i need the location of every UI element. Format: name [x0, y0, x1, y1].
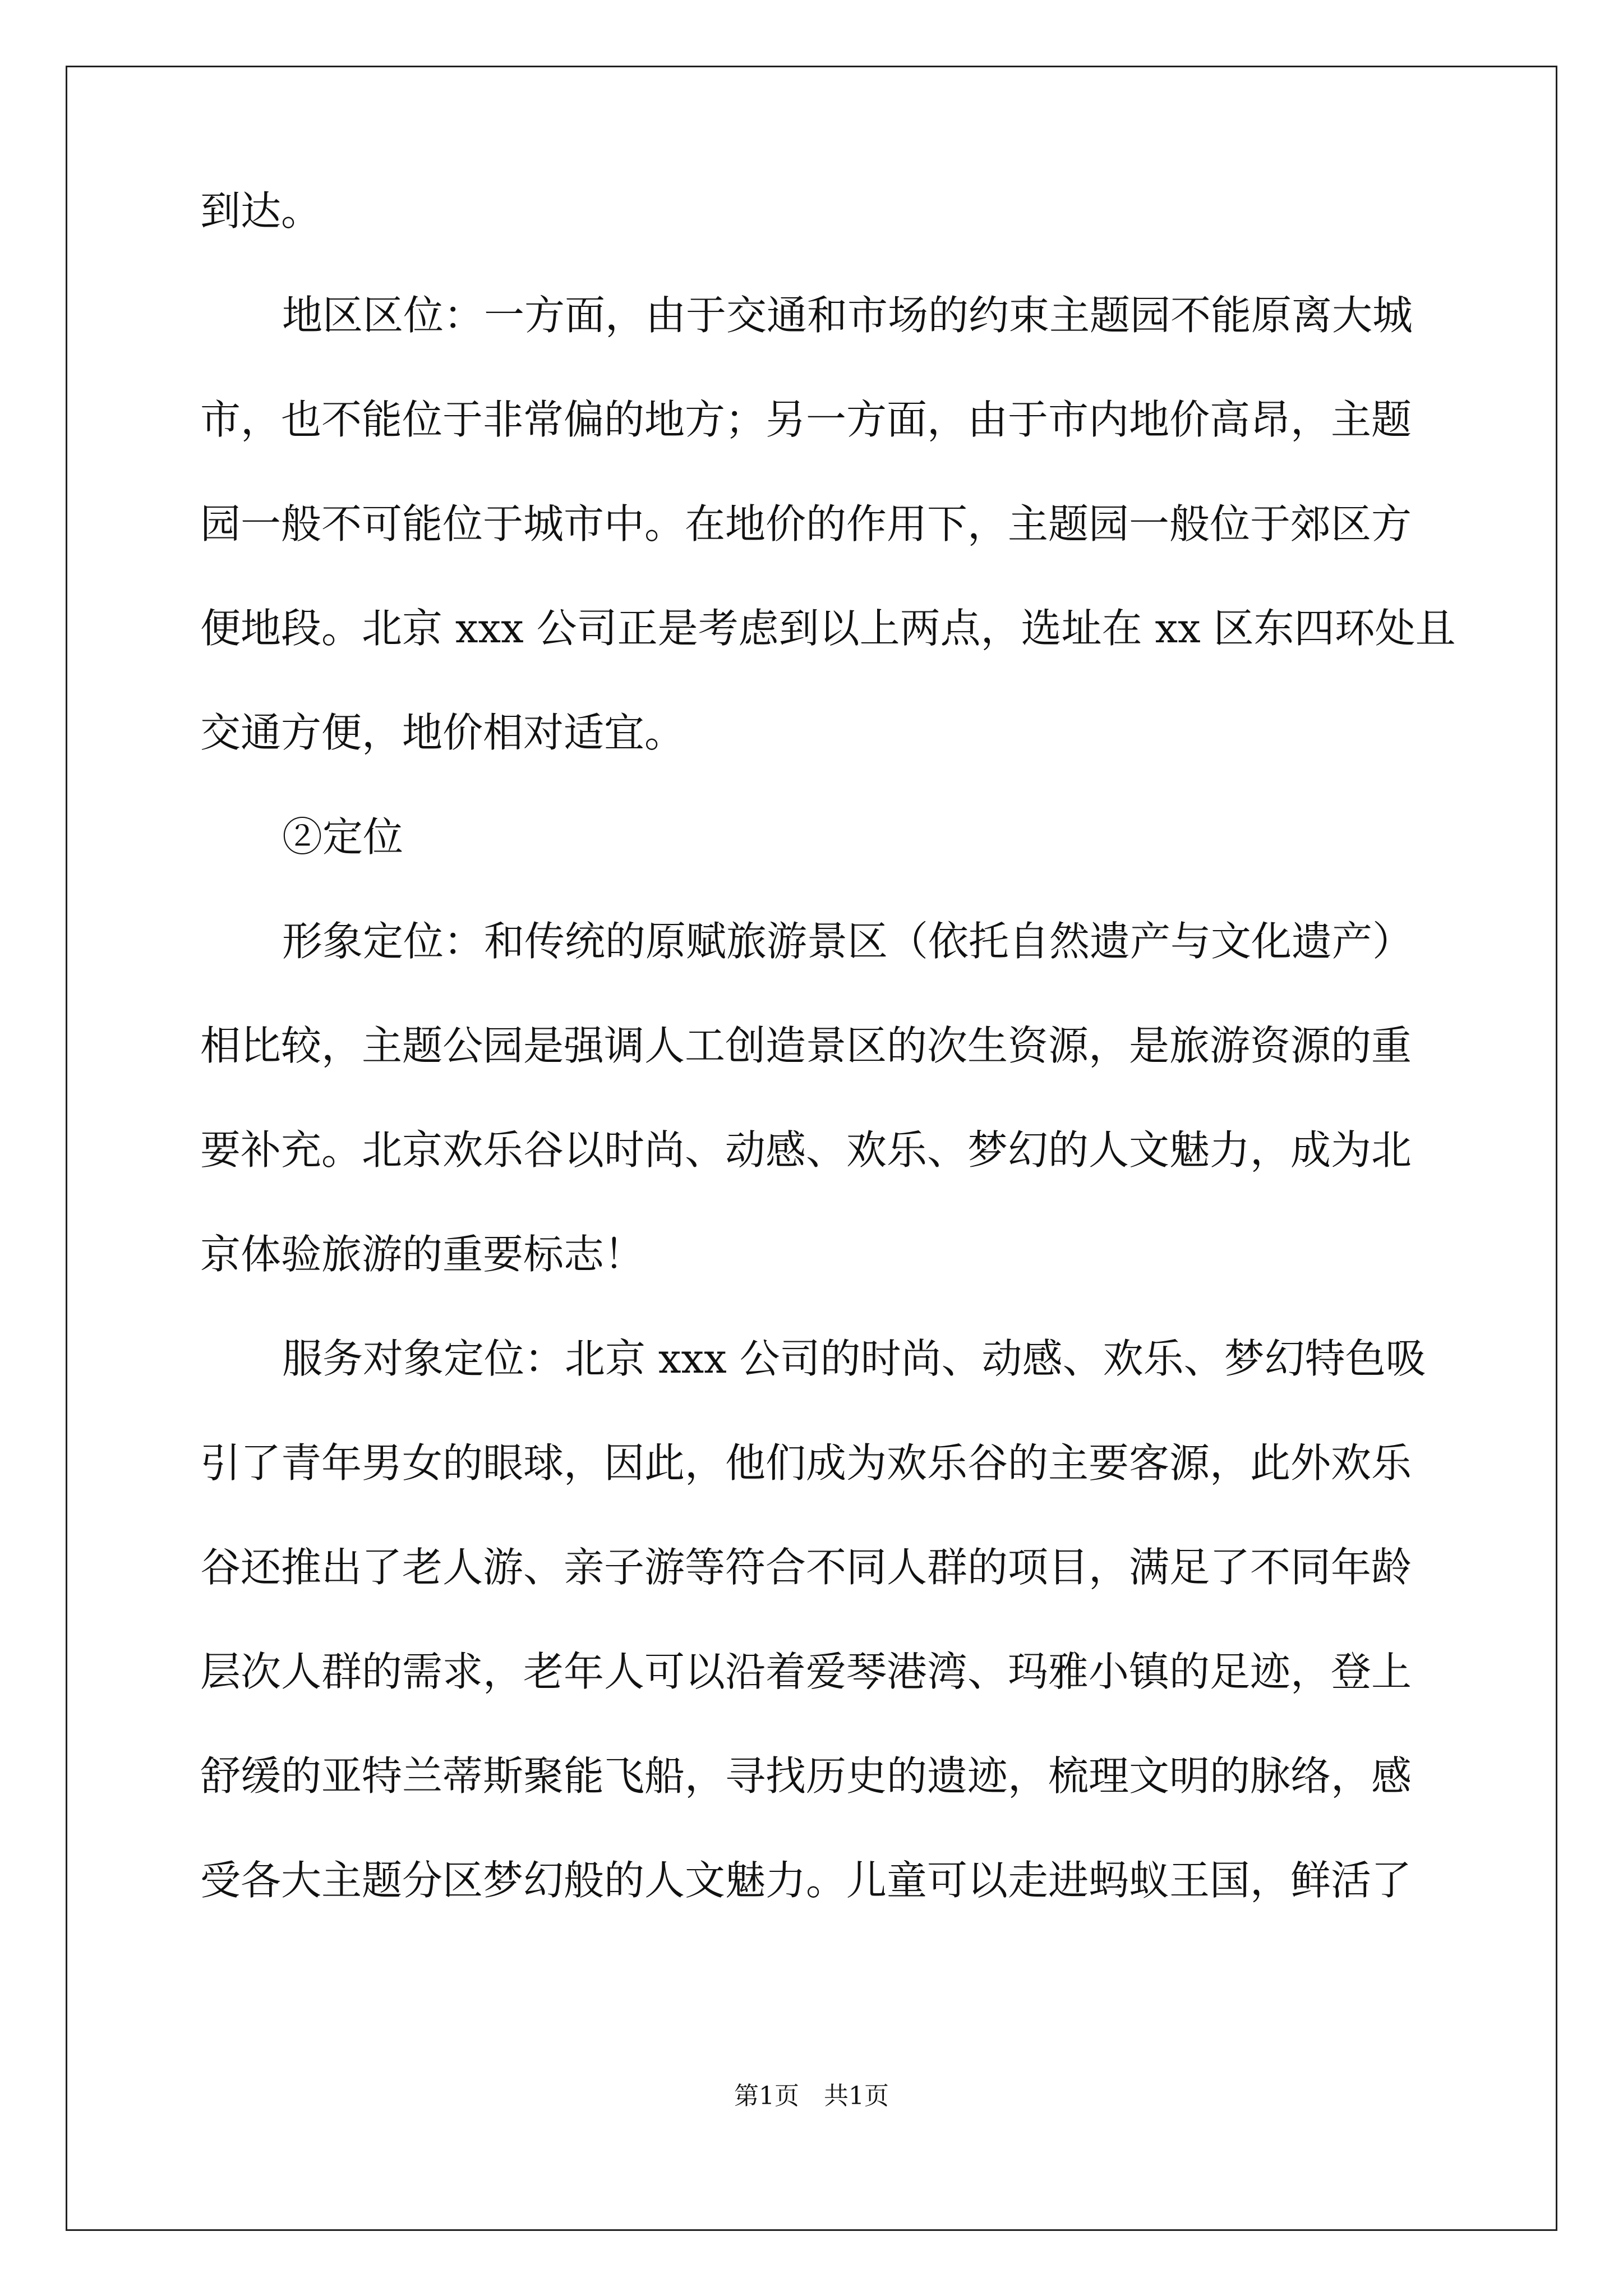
paragraph-first-line: 服务对象定位：北京 xxx 公司的时尚、动感、欢乐、梦幻特色吸 — [282, 1335, 1426, 1382]
paragraph-first-line: 形象定位：和传统的原赋旅游景区（依托自然遗产与文化遗产） — [282, 918, 1413, 965]
text-line: 要补充。北京欢乐谷以时尚、动感、欢乐、梦幻的人文魅力，成为北 — [200, 1126, 1412, 1174]
document-body — [200, 187, 1456, 1964]
text-line: 谷还推出了老人游、亲子游等符合不同人群的项目，满足了不同年龄 — [200, 1544, 1412, 1591]
text-line: 便地段。北京 xxx 公司正是考虑到以上两点，选址在 xx 区东四环处且 — [200, 605, 1456, 652]
text-line: 受各大主题分区梦幻般的人文魅力。儿童可以走进蚂蚁王国，鲜活了 — [200, 1857, 1412, 1904]
paragraph-first-line: 地区区位：一方面，由于交通和市场的约束主题园不能原离大城 — [282, 292, 1413, 339]
text-line: 京体验旅游的重要标志！ — [200, 1231, 645, 1278]
text-line: 市，也不能位于非常偏的地方；另一方面，由于市内地价高昂，主题 — [200, 396, 1412, 443]
text-line: 舒缓的亚特兰蒂斯聚能飞船，寻找历史的遗迹，梳理文明的脉络，感 — [200, 1752, 1412, 1800]
text-line: 园一般不可能位于城市中。在地价的作用下，主题园一般位于郊区方 — [200, 500, 1412, 547]
section-heading: ②定位 — [282, 813, 404, 861]
text-line: 到达。 — [200, 187, 322, 234]
text-line: 交通方便，地价相对适宜。 — [200, 709, 685, 756]
text-line: 引了青年男女的眼球，因此，他们成为欢乐谷的主要客源，此外欢乐 — [200, 1439, 1412, 1487]
text-line: 层次人群的需求，老年人可以沿着爱琴港湾、玛雅小镇的足迹，登上 — [200, 1648, 1412, 1695]
text-line: 相比较，主题公园是强调人工创造景区的次生资源，是旅游资源的重 — [200, 1022, 1412, 1069]
page-number-footer: 第1页 共1页 — [734, 2082, 889, 2110]
